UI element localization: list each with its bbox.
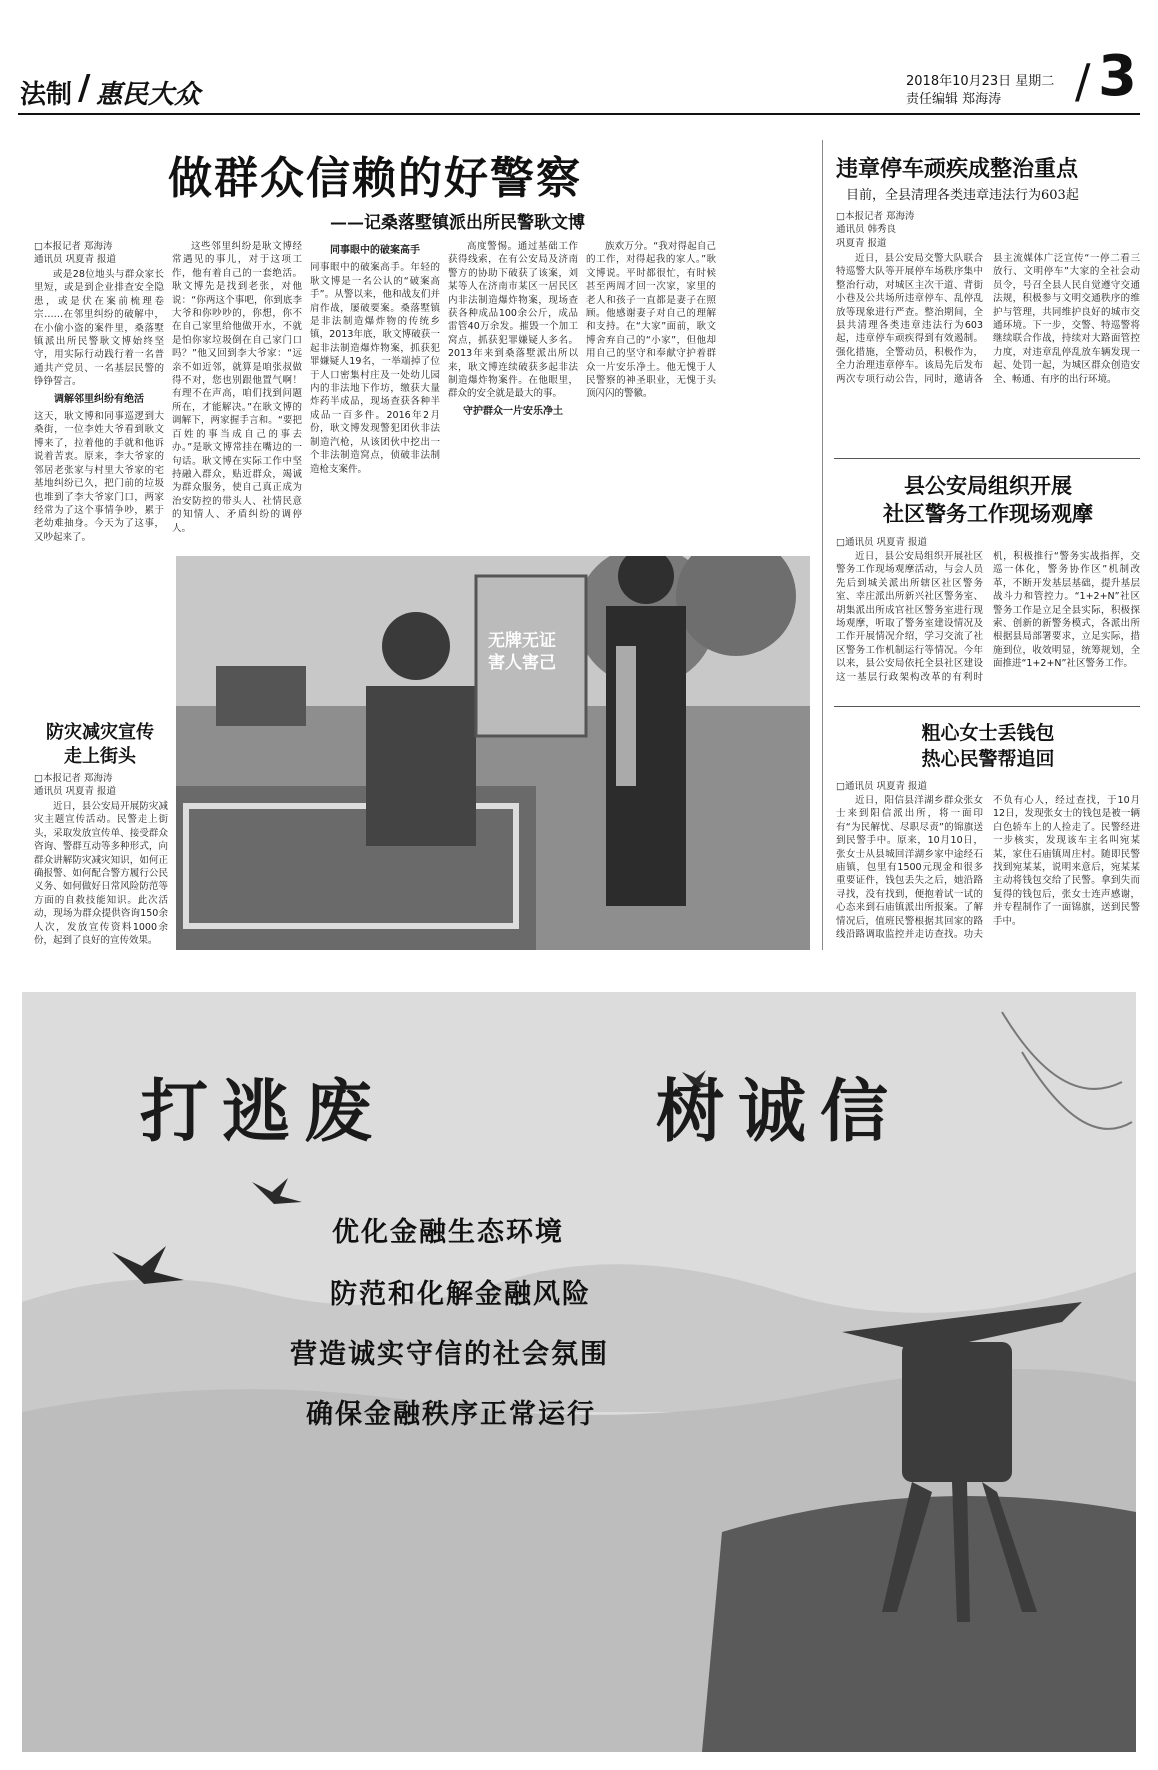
lead-col5: 族欢万分。“我对得起自己的工作，对得起我的家人。”耿文博说。平时都很忙，有时候甚至两周才回一次家，家里的老人和孩子一直都是妻子在照顾。他感谢妻子对自己的理解和支持。在“大家”面前，耿文博舍弃自己的“小家”，但他却用自己的坚守和奉献守护着群众一片安乐净土。他无愧于人民警察的神圣职业，无愧于头顶闪闪的警徽。 (586, 241, 716, 400)
lead-col2: 这些邻里纠纷是耿文博经常遇见的事儿，对于这项工作，他有着自己的一套绝活。耿文博先是找到老张，对他说：“你两这个事吧，你到底李大爷和你吵吵的，你想，你不在自己家里给他做开水，不就是怕你家垃圾倒在自己家门口吗？”他又回到李大爷家：“远亲不如近邻，就算是咱张叔做得不对，您也别跟他置气啊！有理不在声高，咱们找到问题所在，才能解决。”在耿文博的调解下，两家握手言和。“要把百姓的事当成自己的事去办。”是耿文博常挂在嘴边的一句话。耿文博在实际工作中坚持融入群众，贴近群众，竭诚为群众服务，使自己真正成为治安防控的带头人、社情民意的知情人、矛盾纠纷的调停人。 (172, 241, 302, 534)
parking-subheadline: 目前，全县清理各类违章违法行为603起 (846, 188, 1079, 203)
lead-byline: □本报记者 郑海涛 通讯员 巩夏青 报道 (34, 241, 117, 266)
lead-col3: 同事眼中的破案高手 同事眼中的破案高手。年轻的耿文博是一名公认的“破案高手”。从警以来，他和战友们并肩作战，屡破要案。桑落墅镇是非法制造爆炸物的传统乡镇，2013年底，耿文博破获一起非法制造爆炸物案，抓获犯罪嫌疑人19名，一举端掉了位于人口密集村庄及一处幼儿园内的非法地下作坊，缴获大量炸药半成品，现场查获各种半成品一百多件。2016年2月份，耿文博发现警犯团伙非法制造汽枪，从该团伙中挖出一个非法制造窝点，侦破非法制造枪支案件。 (310, 245, 440, 475)
photo-sign-line1: 无牌无证 (488, 631, 556, 651)
section-label: 法制 (20, 80, 73, 110)
lead-subhead-1: 调解邻里纠纷有绝活 (54, 393, 144, 405)
lost-money-headline-1: 粗心女士丢钱包 (921, 722, 1055, 744)
lost-money-byline: □通讯员 巩夏青 报道 (836, 781, 928, 792)
masthead-editor: 责任编辑 郑海涛 (906, 92, 1002, 107)
right-column-divider (822, 140, 823, 950)
lead-subhead-3: 守护群众一片安乐净土 (463, 405, 563, 417)
ad-title-left: 打逃废 (140, 1072, 387, 1152)
photo-scene (176, 556, 810, 950)
lead-col1b-text: 这天，耿文博和同事巡逻到大桑街，一位李姓大爷看到耿文博来了，拉着他的手就和他诉说着苦衷。原来，李大爷家的邻居老张家与村里大爷家的宅基地纠纷已久，把门前的垃圾也堆到了李大爷家门口，两家经常为了这个事情争吵，累于老幼难抽身。今天为了这事，又吵起来了。 (34, 411, 164, 543)
disaster-text: 近日，县公安局开展防灾减灾主题宣传活动。民警走上街头，采取发放宣传单、接受群众咨询、警群互动等多种形式，向群众讲解防灾减灾知识，如何正确报警、如何配合警方履行公民义务、如何做好日常风险防范等方面的自救技能知识。此次活动，现场为群众提供咨询150余人次，发放宣传资料1000余份，起到了良好的宣传效果。 (34, 801, 168, 947)
ad-line-2: 防范和化解金融风险 (330, 1279, 591, 1310)
column-label: 惠民大众 (96, 80, 201, 110)
page-slash: / (1075, 54, 1091, 108)
lost-money-divider (834, 706, 1140, 707)
ad-line-4: 确保金融秩序正常运行 (306, 1399, 596, 1430)
lead-col1 (34, 268, 164, 758)
lead-subhead-2: 同事眼中的破案高手 (330, 245, 420, 256)
lost-money-text: 近日，阳信县洋湖乡群众张女士来到阳信派出所，将一面印有“为民解忧、尽职尽责”的锦旗送到民警手中。原来，10月10日，张女士从县城回洋湖乡家中途经石庙镇，包里有1500元现金和很多重要证件，钱包丢失之后，她沿路寻找，没有找到，便抱着试一试的心态来到石庙镇派出所报案。了解情况后，值班民警根据其回家的路线沿路调取监控并走访查找。功夫不负有心人，经过查找，于10月12日，发现张女士的钱包是被一辆白色轿车上的人捡走了。民警经进一步核实，发现该车主名叫宛某某，家住石庙镇周庄村。随即民警找到宛某某，说明来意后，宛某某主动将钱包交给了民警。拿到失而复得的钱包后，张女士连声感谢，并专程制作了一面锦旗，送到民警手中。 (836, 795, 1140, 941)
community-byline: □通讯员 巩夏青 报道 (836, 537, 928, 548)
masthead (0, 0, 1158, 120)
parking-text: 近日，县公安局交警大队联合特巡警大队等开展停车场秩序集中整治行动，对城区主次干道、背街小巷及公共场所违章停车、乱停乱放等现象进行严查。整治期间，全县共清理各类违章违法行为603起，违章停车顽疾得到有效遏制。强化措施，全警动员，积极作为，全力治理违章停车。该局先后发布两次专项行动公告，同时，邀请各县主流媒体广泛宣传“一停二看三放行、文明停车”大家的全社会动员令，号召全县人民自觉遵守交通法规，积极参与文明交通秩序的维护与管理，共同维护良好的城市交通环境。下一步，交警、特巡警将继续联合作战，持续对大路面管控力度，对违章乱停乱放车辆发现一起、处罚一起，为城区群众创造安全、畅通、有序的出行环境。 (836, 253, 1140, 385)
masthead-date: 2018年10月23日 星期二 (906, 74, 1055, 89)
photo-sign-line2: 害人害己 (488, 653, 556, 673)
ad-line-3: 营造诚实守信的社会氛围 (290, 1339, 609, 1370)
disaster-headline-2: 走上街头 (64, 746, 136, 767)
community-text: 近日，县公安局组织开展社区警务工作现场观摩活动，与会人员先后到城关派出所辖区社区警务室、幸庄派出所新兴社区警务室、胡集派出所成官社区警务室进行现场观摩，听取了警务室建设情况及工作开展情况介绍，学习交流了社区警务工作机制运行等情况。今年以来，县公安局依托全县社区建设这一基层行政架构改革的有利时机，积极推行“警务实战指挥，交巡一体化，警务协作区”机制改革，不断开发基层基础，提升基层战斗力和管控力。“1+2+N”社区警务工作是立足全县实际，积极探索、创新的新警务模式，各派出所根据县局部署要求，立足实际，措施到位，收效明显，统筹规划，全面推进“1+2+N”社区警务工作。 (836, 551, 1140, 683)
lost-money-headline-2: 热心民警帮追回 (921, 748, 1055, 770)
section-slash: / (78, 68, 91, 108)
lead-subheadline: ——记桑落墅镇派出所民警耿文博 (330, 213, 585, 233)
news-photo (176, 556, 810, 950)
page-number: 3 (1098, 44, 1137, 109)
parking-headline: 违章停车顽疾成整治重点 (836, 156, 1079, 182)
parking-byline: □本报记者 郑海涛 通讯员 韩秀良 巩夏青 报道 (836, 211, 915, 249)
finance-ad (22, 992, 1136, 1752)
masthead-rule (18, 113, 1140, 115)
community-headline-2: 社区警务工作现场观摩 (883, 501, 1093, 526)
disaster-headline-1: 防灾减灾宣传 (46, 722, 154, 743)
lead-col1-text: 或是28位地头与群众家长里短，或是到企业排查安全隐患，或是伏在案前梳理卷宗……在邻里纠纷的破解中，在小偷小盗的案件里，桑落墅镇派出所民警耿文博始终坚守，用实际行动践行着一名普通共产党员、一名基层民警的铮铮誓言。 (34, 269, 164, 388)
lead-col4: 高度警惕。通过基础工作获得线索，在有公安局及济南警方的协助下破获了该案，刘某等人在济南市某区一居民区内非法制造爆炸物案，现场查获各种成品100余公斤，成品雷管40万余发。摧毁一个加工窝点，抓获犯罪嫌疑人多名。2013年来到桑落墅派出所以来，耿文博连续破获多起非法制造爆炸物案件。在他眼里，群众的安全就是最大的事。 守护群众一片安乐净土 (448, 241, 578, 417)
lead-headline: 做群众信赖的好警察 (168, 153, 582, 204)
community-headline-1: 县公安局组织开展 (904, 473, 1072, 498)
disaster-byline: □本报记者 郑海涛 通讯员 巩夏青 报道 (34, 773, 117, 798)
community-divider (834, 458, 1140, 459)
ad-line-1: 优化金融生态环境 (332, 1217, 564, 1248)
ad-title-right: 树诚信 (656, 1072, 903, 1152)
